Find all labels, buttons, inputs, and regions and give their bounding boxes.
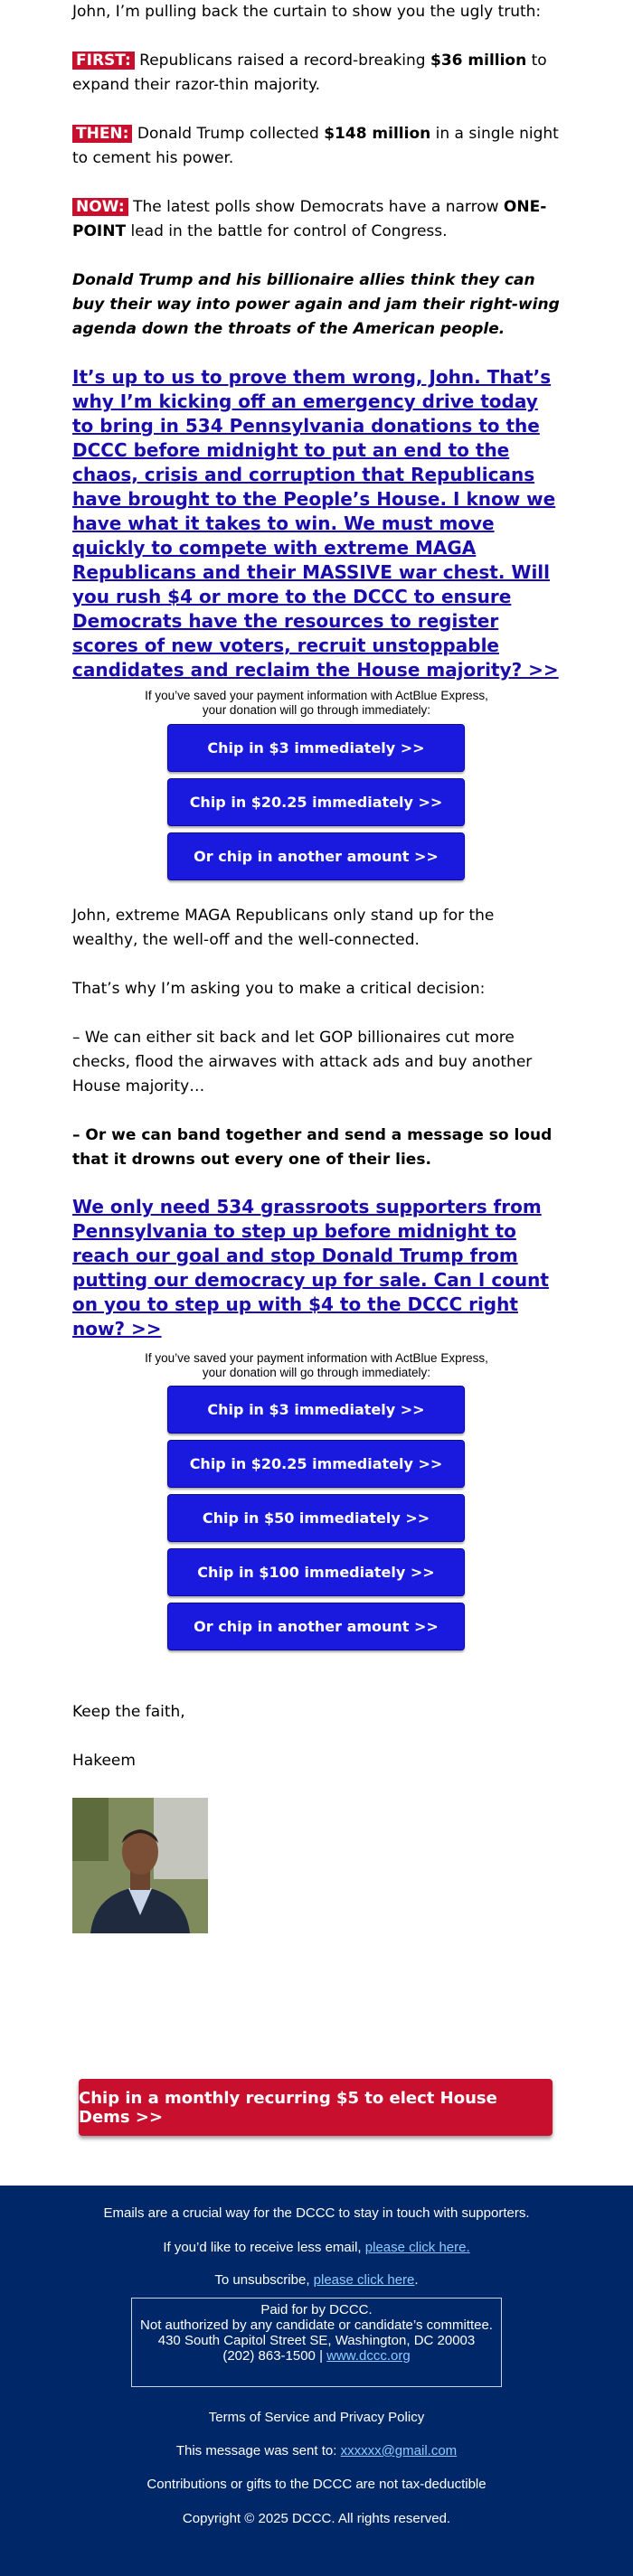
chip-20-25-button-2[interactable]: Chip in $20.25 immediately >> bbox=[167, 1440, 465, 1488]
unsubscribe-link[interactable]: please click here bbox=[313, 2272, 415, 2288]
paid-for-box: Paid for by DCCC. Not authorized by any candidate or candidate’s committee. 430 South Capitol Street SE, Washington, DC 20003 (202) 863-1500 | www.dccc.org bbox=[131, 2298, 502, 2387]
signature-text: Hakeem bbox=[72, 1752, 136, 1770]
then-label: THEN: bbox=[72, 125, 132, 143]
footer-unsubscribe: To unsubscribe, please click here. bbox=[214, 2272, 419, 2288]
chip-100-button[interactable]: Chip in $100 immediately >> bbox=[167, 1548, 465, 1596]
footer-intro: Emails are a crucial way for the DCCC to stay in touch with supporters. bbox=[103, 2205, 530, 2221]
chip-50-button[interactable]: Chip in $50 immediately >> bbox=[167, 1494, 465, 1542]
now-paragraph: NOW: The latest polls show Democrats have a narrow ONE-POINT lead in the battle for control of Congress. bbox=[72, 198, 547, 240]
option-two-paragraph: – Or we can band together and send a message so loud that it drowns out every one of their lies. bbox=[72, 1126, 553, 1169]
tax-notice: Contributions or gifts to the DCCC are not tax-deductible bbox=[146, 2477, 487, 2492]
then-paragraph: THEN: Donald Trump collected $148 million in a single night to cement his power. bbox=[72, 125, 559, 167]
terms-link[interactable]: Terms of Service and Privacy Policy bbox=[208, 2410, 425, 2425]
donate-link-secondary[interactable]: We only need 534 grassroots supporters from Pennsylvania to step up before midnight to reach our goal and stop Donald Trump from putting our democracy up for sale. Can I count on you to step up with $4 to the DCCC right now? >> bbox=[72, 1196, 549, 1340]
wealthy-paragraph: John, extreme MAGA Republicans only stand up for the wealthy, the well-off and the well-connected. bbox=[72, 907, 495, 949]
monthly-recurring-button[interactable]: Chip in a monthly recurring $5 to elect House Dems >> bbox=[79, 2079, 553, 2136]
footer bbox=[0, 2186, 633, 2576]
sent-to-line: This message was sent to: xxxxxx@gmail.com bbox=[175, 2443, 458, 2458]
italic-paragraph: Donald Trump and his billionaire allies think they can buy their way into power again and jam their right-wing agenda down the throats of the American people. bbox=[72, 271, 560, 338]
chip-other-amount-button-2[interactable]: Or chip in another amount >> bbox=[167, 1603, 465, 1650]
actblue-note-1: If you’ve saved your payment information with ActBlue Express, your donation will go through immediately: bbox=[145, 689, 488, 717]
recipient-email-link[interactable]: xxxxxx@gmail.com bbox=[340, 2443, 458, 2458]
chip-other-amount-button[interactable]: Or chip in another amount >> bbox=[167, 832, 465, 880]
copyright: Copyright © 2025 DCCC. All rights reserved. bbox=[182, 2511, 451, 2526]
option-one-paragraph: – We can either sit back and let GOP billionaires cut more checks, flood the airwaves with attack ads and buy another House majority… bbox=[72, 1029, 533, 1095]
decision-paragraph: That’s why I’m asking you to make a critical decision: bbox=[72, 980, 486, 998]
chip-3-button[interactable]: Chip in $3 immediately >> bbox=[167, 724, 465, 772]
actblue-note-2: If you’ve saved your payment information with ActBlue Express, your donation will go through immediately: bbox=[145, 1351, 488, 1379]
chip-20-25-button[interactable]: Chip in $20.25 immediately >> bbox=[167, 778, 465, 826]
less-email-link[interactable]: please click here. bbox=[364, 2240, 470, 2255]
signer-photo bbox=[72, 1798, 208, 1933]
donate-link-main[interactable]: It’s up to us to prove them wrong, John. That’s why I’m kicking off an emergency drive today to bring in 534 Pennsylvania donations to the DCCC before midnight to put an end to the chaos, crisis and corruption that Republicans have brought to the People’s House. I know we have what it takes to win. We must move quickly to compete with extreme MAGA Republicans and their MASSIVE war chest. Will you rush $4 or more to the DCCC to ensure Democrats have the resources to register scores of new voters, recruit unstoppable candidates and reclaim the House majority? >> bbox=[72, 366, 559, 681]
footer-less-email: If you’d like to receive less email, please click here. bbox=[163, 2240, 470, 2255]
first-paragraph: FIRST: Republicans raised a record-breaking $36 million to expand their razor-thin majority. bbox=[72, 52, 547, 94]
now-label: NOW: bbox=[72, 198, 128, 216]
signoff-text: Keep the faith, bbox=[72, 1703, 185, 1721]
first-label: FIRST: bbox=[72, 52, 135, 70]
intro-text: John, I’m pulling back the curtain to show you the ugly truth: bbox=[72, 3, 542, 21]
chip-3-button-2[interactable]: Chip in $3 immediately >> bbox=[167, 1386, 465, 1434]
dccc-website-link[interactable]: www.dccc.org bbox=[326, 2348, 411, 2364]
signer-photo-illustration bbox=[72, 1798, 208, 1933]
